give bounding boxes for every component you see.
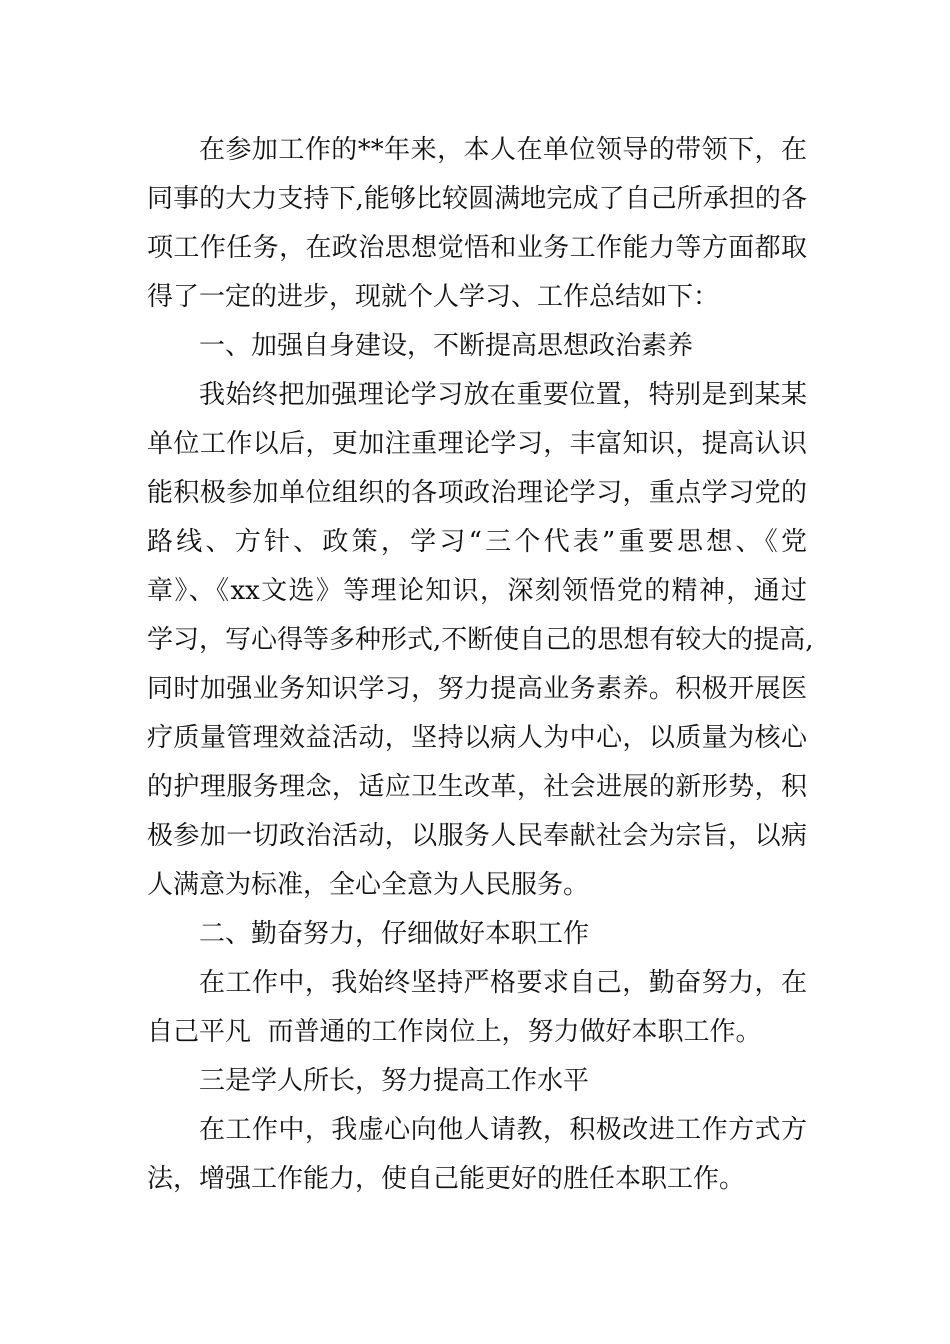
section-1-paragraph-line: 单位工作以后，更加注重理论学习，丰富知识，提高认识 [147,429,807,459]
intro-paragraph-line: 同事的大力支持下,能够比较圆满地完成了自己所承担的各 [147,184,807,214]
section-heading-1: 一、加强自身建设，不断提高思想政治素养 [199,331,694,361]
section-heading-2: 二、勤奋努力，仔细做好本职工作 [199,919,590,949]
section-1-paragraph-line: 人满意为标准，全心全意为人民服务。 [147,870,590,900]
section-1-paragraph-line: 我始终把加强理论学习放在重要位置，特别是到某某 [199,380,807,410]
section-1-paragraph-line: 的护理服务理念，适应卫生改革，社会进展的新形势，积 [147,772,807,802]
intro-paragraph-line: 得了一定的进步，现就个人学习、工作总结如下： [147,282,720,312]
section-3-paragraph-line: 在工作中，我虚心向他人请教，积极改进工作方式方 [199,1115,807,1145]
section-1-paragraph-line: 路线、方针、政策，学习“三个代表”重要思想、《党 [147,527,807,557]
section-1-paragraph-line: 能积极参加单位组织的各项政治理论学习，重点学习党的 [147,478,807,508]
section-3-paragraph-line: 法，增强工作能力，使自己能更好的胜任本职工作。 [147,1164,746,1194]
section-1-paragraph-line: 章》、《xx文选》等理论知识，深刻领悟党的精神，通过 [147,576,807,606]
section-1-paragraph-line: 极参加一切政治活动，以服务人民奉献社会为宗旨，以病 [147,821,807,851]
section-1-paragraph-line: 学习，写心得等多种形式,不断使自己的思想有较大的提高, [147,625,814,655]
intro-paragraph-line: 在参加工作的**年来，本人在单位领导的带领下，在 [199,135,807,165]
section-1-paragraph-line: 疗质量管理效益活动，坚持以病人为中心，以质量为核心 [147,723,807,753]
section-2-paragraph-line: 自己平凡 而普通的工作岗位上，努力做好本职工作。 [147,1017,762,1047]
intro-paragraph-line: 项工作任务，在政治思想觉悟和业务工作能力等方面都取 [147,233,807,263]
section-heading-3: 三是学人所长，努力提高工作水平 [199,1066,590,1096]
section-1-paragraph-line: 同时加强业务知识学习，努力提高业务素养。积极开展医 [147,674,807,704]
document-body [147,126,827,1204]
section-2-paragraph-line: 在工作中，我始终坚持严格要求自己，勤奋努力，在 [199,968,807,998]
